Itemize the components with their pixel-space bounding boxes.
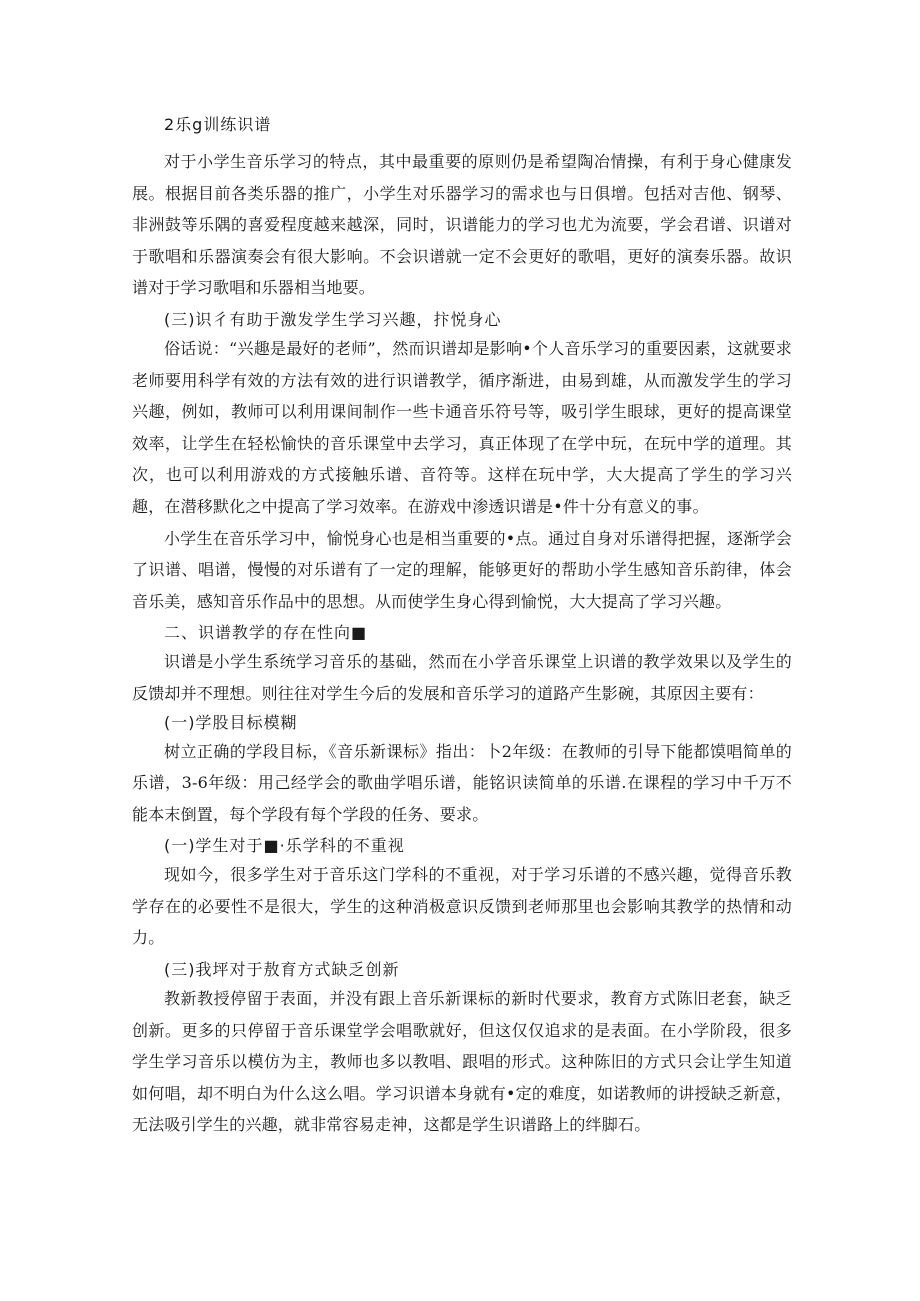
section-heading: (三)我坪对于敖育方式缺乏创新 [164,960,400,980]
section-heading: 2乐g训练识谱 [164,115,272,134]
body-paragraph: 现如今，很多学生对于音乐这门学科的不重视，对于学习乐谱的不感兴趣，觉得音乐教学存在的必要性不是很大，学生的这种消极意识反馈到老师那里也会影响其教学的热情和动力。 [132,865,792,948]
section-heading: (三)识彳有助于激发学生学习兴趣，抃悦身心 [164,309,502,329]
body-paragraph: 对于小学生音乐学习的特点，其中最重要的原则仍是希望陶冶情操，有利于身心健康发展。根据目前各类乐器的推广，小学生对乐器学习的需求也与日俱增。包括对吉他、钢琴、非洲鼓等乐隅的喜爱程度越来越深，同时，识谱能力的学习也尤为流要，学会君谱、识谱对于歌唱和乐器演奏会有很大影响。不会识谱就一定不会更好的歌唱，更好的演奏乐器。故识谱对于学习歌唱和乐器相当地要。 [132,152,792,298]
body-paragraph: 识谱是小学生系统学习音乐的基础，然而在小学音乐课堂上识谱的教学效果以及学生的反馈却并不理想。则往往对学生今后的发展和音乐学习的道路产生影碗，其原因主要有： [132,652,792,703]
section-heading: (一)学股目标模糊 [164,712,298,732]
body-paragraph: 教新教授停留于表面，并没有跟上音乐新课标的新时代要求，教育方式陈旧老套，缺乏创新。更多的只停留于音乐课堂学会唱歌就好，但这仅仅追求的是表面。在小学阶段，很多学生学习音乐以模仿为主，教师也多以教唱、跟唱的形式。这种陈旧的方式只会让学生知道如何唱，却不明白为什么这么唱。学习识谱本身就有•定的难度，如诺教师的讲授缺乏新意，无法吸引学生的兴趣，就非常容易走神，这都是学生识谱路上的绊脚石。 [132,989,792,1135]
body-paragraph: 小学生在音乐学习中，愉悦身心也是相当重要的•点。通过自身对乐谱得把握，逐渐学会了识谱、唱谱，慢慢的对乐谱有了一定的理解，能够更好的帮助小学生感知音乐韵律，体会音乐美，感知音乐作品中的思想。从而使学生身心得到愉悦，大大提高了学习兴趣。 [132,528,792,611]
body-paragraph: 俗话说：“兴趣是最好的老师”，然而识谱却是影响•个人音乐学习的重要因素，这就要求老师要用科学有效的方法有效的进行识谱教学，循序渐进，由易到雄，从而激发学生的学习兴趣，例如，教师可以利用课间制作一些卡通音乐符号等，吸引学生眼球，更好的提高课堂效率，让学生在轻松愉快的音乐课堂中去学习，真正体现了在学中玩，在玩中学的道理。其次，也可以利用游戏的方式接触乐谱、音符等。这样在玩中学，大大提高了学生的学习兴趣，在潜移默化之中提高了学习效率。在游戏中渗透识谱是•件十分有意义的事。 [132,338,792,516]
body-paragraph: 树立正确的学段目标，《音乐新课标》指出：卜2年级：在教师的引导下能都馍唱简单的乐谱，3-6年级：用己经学会的歌曲学唱乐谱，能铭识读简单的乐谱.在课程的学习中千万不能本末倒置，每个学段有每个学段的任务、要求。 [132,741,792,824]
document-body [132,112,792,1141]
section-heading: (一)学生对于■·乐学科的不重视 [164,836,405,856]
section-heading: 二、识谱教学的存在性向■ [164,623,368,643]
